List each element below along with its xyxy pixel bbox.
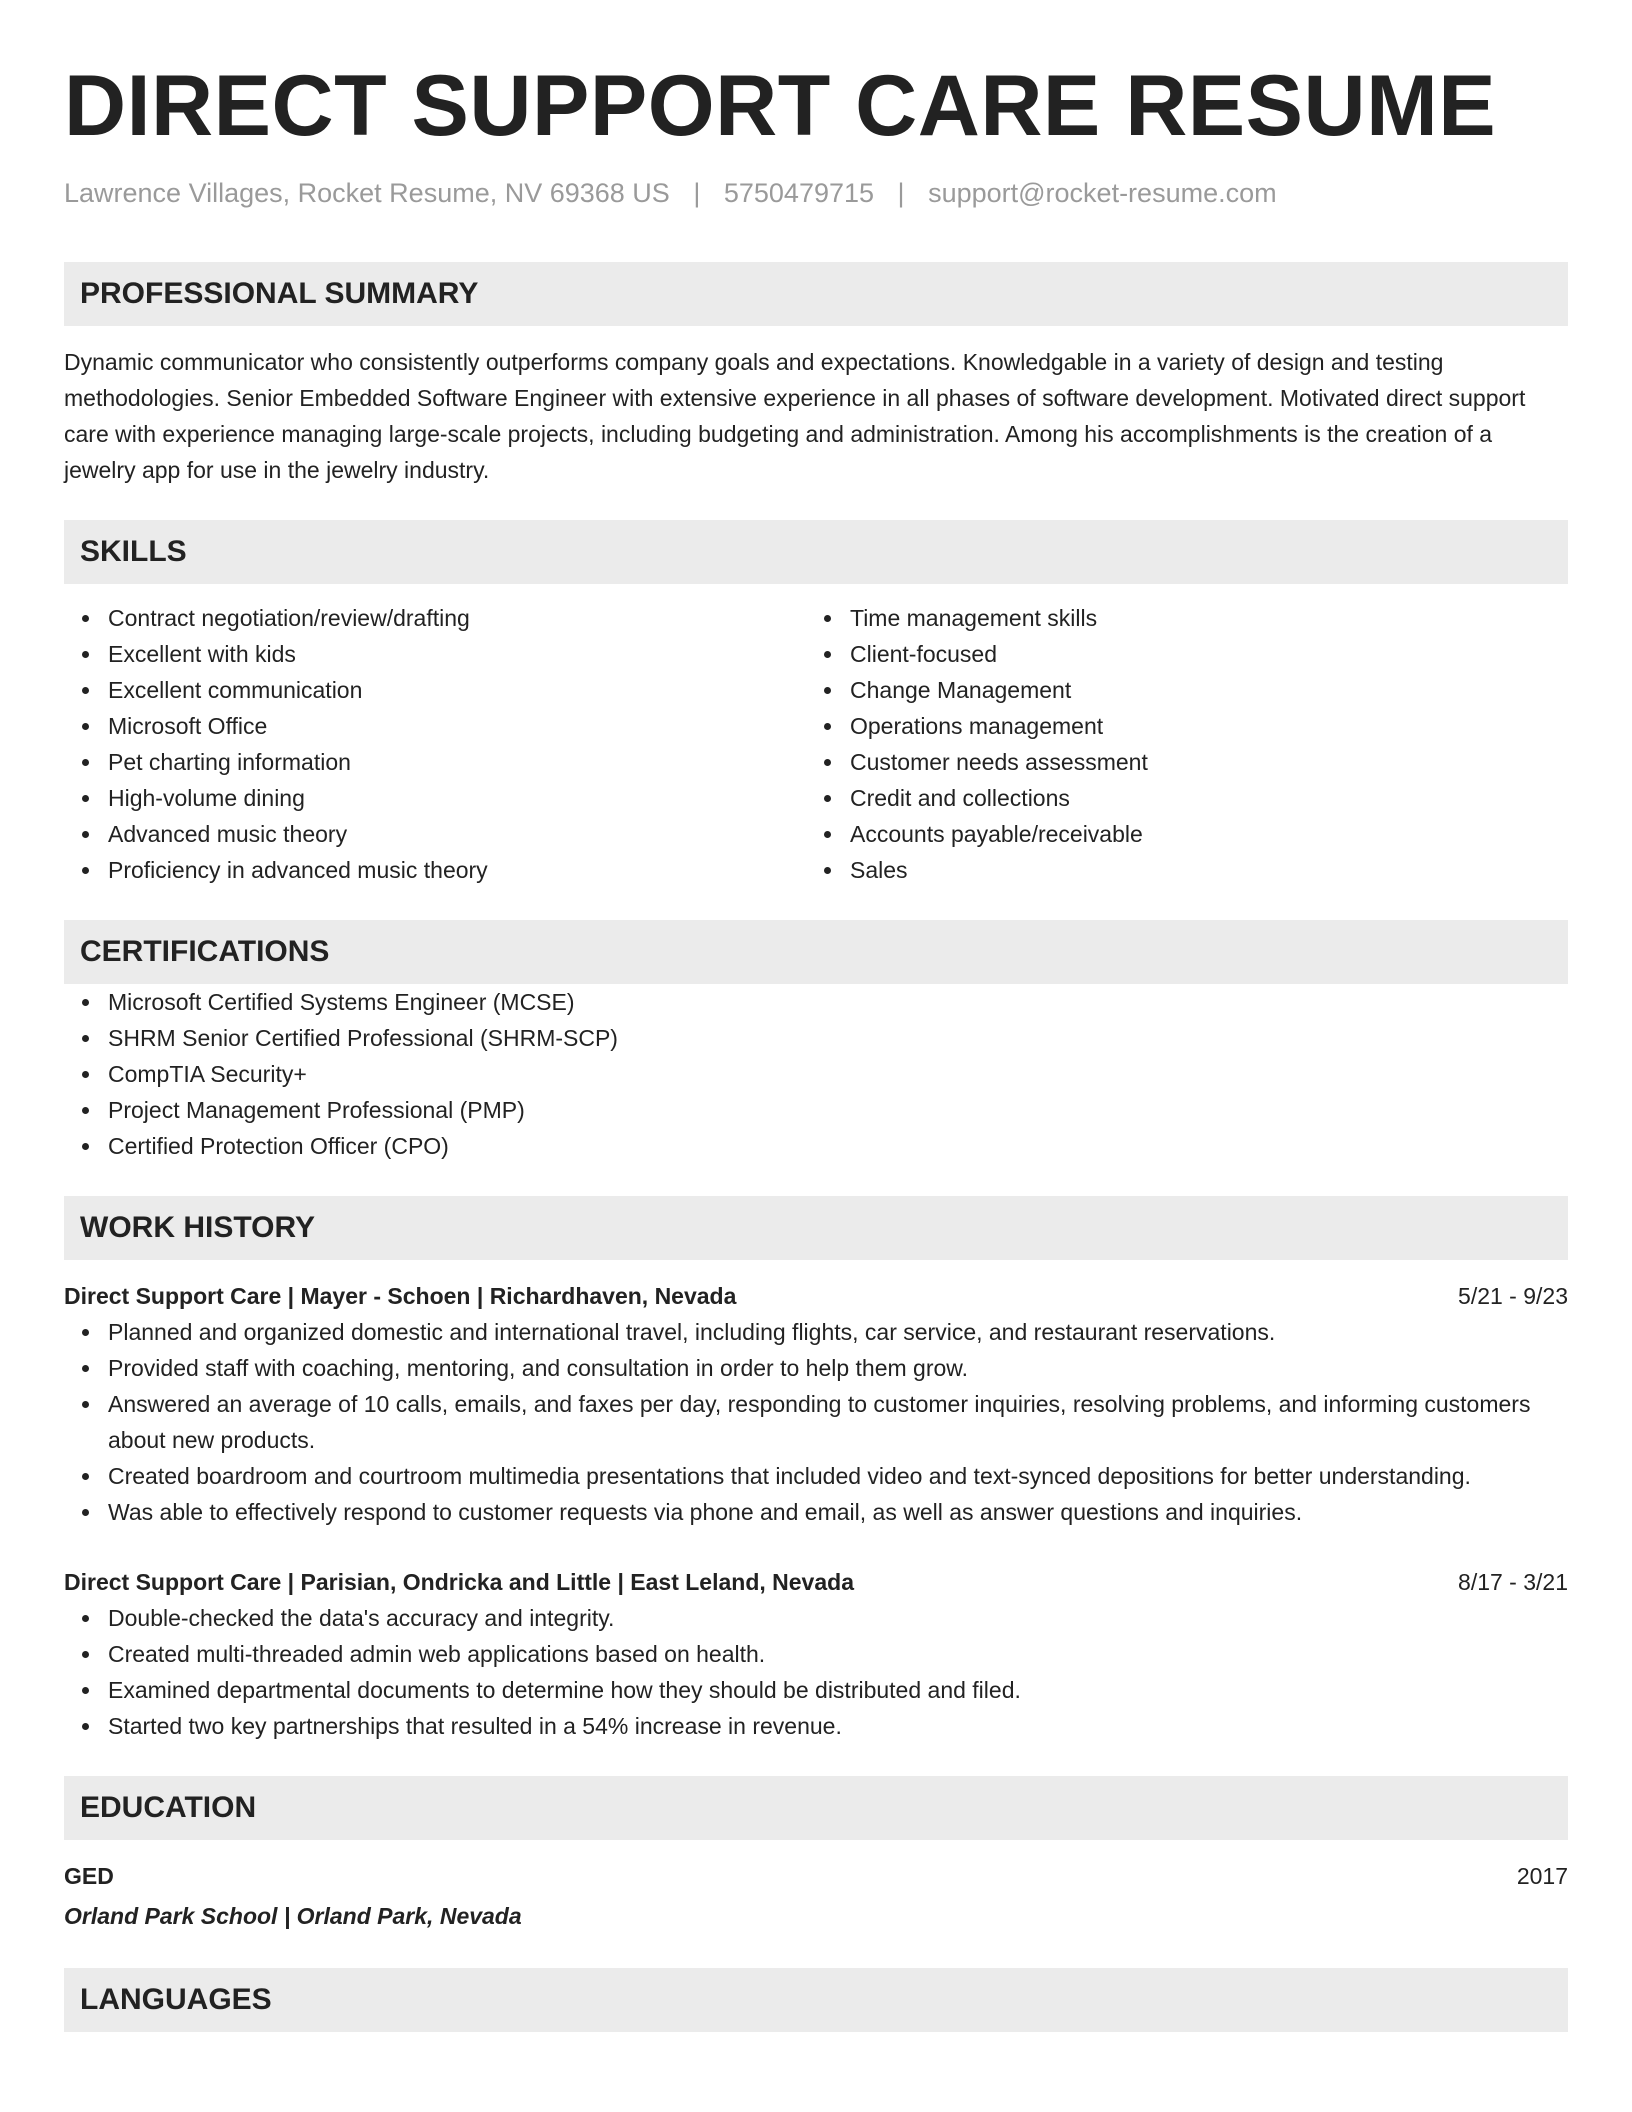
skill-item: Customer needs assessment (806, 744, 1548, 780)
skill-item: Accounts payable/receivable (806, 816, 1548, 852)
skills-grid (64, 600, 1568, 888)
job-bullet: Started two key partnerships that resulted in a 54% increase in revenue. (64, 1708, 1568, 1744)
resume-title: DIRECT SUPPORT CARE RESUME (64, 58, 1497, 154)
skills-column-right (806, 600, 1548, 888)
certification-item: Microsoft Certified Systems Engineer (MCSE) (64, 984, 1568, 1020)
skills-column-left (64, 600, 806, 888)
contact-email: support@rocket-resume.com (928, 178, 1277, 208)
summary-text: Dynamic communicator who consistently outperforms company goals and expectations. Knowledgable in a variety of design and testing methodologies. Senior Embedded Software Engineer with extensive experience in all phases of software development. Motivated direct support care with experience managing large-scale projects, including budgeting and administration. Among his accomplishments is the creation of a jewelry app for use in the jewelry industry. (64, 349, 1526, 483)
job-bullet: Double-checked the data's accuracy and integrity. (64, 1600, 1568, 1636)
certification-item: Certified Protection Officer (CPO) (64, 1128, 1568, 1164)
job-title: Direct Support Care | Mayer - Schoen | Richardhaven, Nevada (64, 1283, 737, 1309)
skill-item: Advanced music theory (64, 816, 806, 852)
resume-page (64, 56, 1568, 2032)
section-header-certifications: CERTIFICATIONS (64, 920, 1568, 984)
contact-separator: | (693, 178, 701, 208)
job-bullet: Was able to effectively respond to customer requests via phone and email, as well as answer questions and inquiries. (64, 1494, 1568, 1530)
section-header-languages: LANGUAGES (64, 1968, 1568, 2032)
skill-item: Proficiency in advanced music theory (64, 852, 806, 888)
certifications-list (64, 984, 1568, 1164)
skill-item: Credit and collections (806, 780, 1548, 816)
section-header-summary: PROFESSIONAL SUMMARY (64, 262, 1568, 326)
contact-separator: | (897, 178, 905, 208)
skill-item: Contract negotiation/review/drafting (64, 600, 806, 636)
job-entry (64, 1278, 1568, 1530)
skill-item: Pet charting information (64, 744, 806, 780)
certification-item: SHRM Senior Certified Professional (SHRM-SCP) (64, 1020, 1568, 1056)
skill-item: Sales (806, 852, 1548, 888)
skill-item: Time management skills (806, 600, 1548, 636)
skill-item: Client-focused (806, 636, 1548, 672)
education-degree: GED (64, 1863, 114, 1889)
job-bullet: Created multi-threaded admin web applications based on health. (64, 1636, 1568, 1672)
job-bullet: Planned and organized domestic and international travel, including flights, car service, and restaurant reservations. (64, 1314, 1568, 1350)
skill-item: High-volume dining (64, 780, 806, 816)
education-year: 2017 (1516, 1863, 1568, 1889)
skill-item: Excellent communication (64, 672, 806, 708)
contact-line (64, 176, 1568, 210)
skill-item: Excellent with kids (64, 636, 806, 672)
job-dates: 8/17 - 3/21 (1458, 1569, 1568, 1595)
section-header-skills: SKILLS (64, 520, 1568, 584)
job-heading (64, 1278, 1568, 1314)
contact-phone: 5750479715 (723, 178, 875, 208)
skill-item: Change Management (806, 672, 1548, 708)
education-school: Orland Park School | Orland Park, Nevada (64, 1903, 522, 1929)
job-title: Direct Support Care | Parisian, Ondricka and Little | East Leland, Nevada (64, 1569, 854, 1595)
job-entry (64, 1564, 1568, 1744)
job-bullets (64, 1314, 1568, 1530)
education-heading (64, 1858, 1568, 1894)
section-header-education: EDUCATION (64, 1776, 1568, 1840)
certification-item: Project Management Professional (PMP) (64, 1092, 1568, 1128)
skill-item: Operations management (806, 708, 1548, 744)
job-bullets (64, 1600, 1568, 1744)
job-heading (64, 1564, 1568, 1600)
job-bullet: Created boardroom and courtroom multimedia presentations that included video and text-synced depositions for better understanding. (64, 1458, 1568, 1494)
skill-item: Microsoft Office (64, 708, 806, 744)
job-bullet: Provided staff with coaching, mentoring, and consultation in order to help them grow. (64, 1350, 1568, 1386)
job-bullet: Answered an average of 10 calls, emails, and faxes per day, responding to customer inquiries, resolving problems, and informing customers about new products. (64, 1386, 1568, 1458)
certification-item: CompTIA Security+ (64, 1056, 1568, 1092)
section-header-work-history: WORK HISTORY (64, 1196, 1568, 1260)
contact-address: Lawrence Villages, Rocket Resume, NV 69368 US (64, 178, 670, 208)
job-bullet: Examined departmental documents to determine how they should be distributed and filed. (64, 1672, 1568, 1708)
job-dates: 5/21 - 9/23 (1458, 1283, 1568, 1309)
